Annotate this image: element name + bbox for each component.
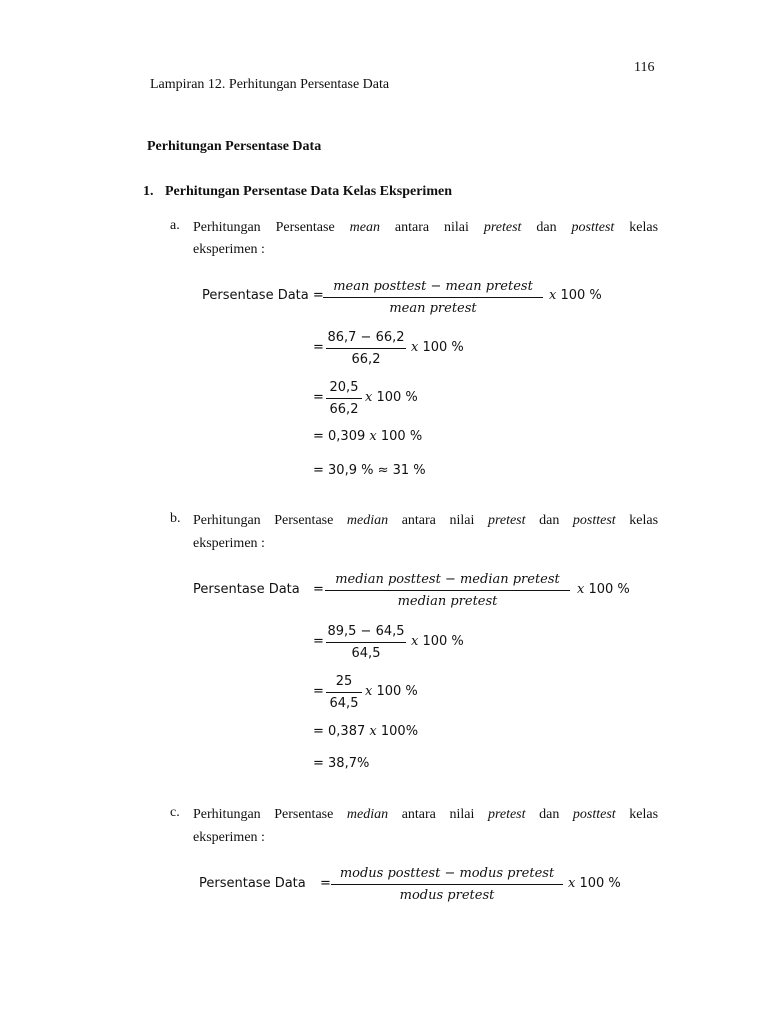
step-fraction: $\frac{86,7 - 66,2}{66,2}$ (327, 330, 405, 367)
item-continuation: eksperimen : (193, 536, 265, 551)
item-paragraph: Perhitungan Persentase mean antara nilai pretest dan posttest kelas (193, 220, 659, 235)
item-continuation: eksperimen : (193, 242, 265, 257)
formula-numerator: mean posttest − mean pretest (333, 279, 533, 294)
subsection-title: Perhitungan Persentase Data Kelas Eksperimen (165, 184, 452, 199)
formula-multiplier: x 100 % (577, 582, 630, 597)
item-marker: c. (170, 805, 180, 820)
final-result: = 30,9 % ≈ 31 % (313, 463, 426, 478)
final-result: = 38,7% (313, 756, 370, 771)
formula-fraction (323, 278, 543, 317)
step-result: = 0,309 x 100 % (313, 429, 423, 444)
page-header: Lampiran 12. Perhitungan Persentase Data (150, 77, 390, 92)
item-paragraph: Perhitungan Persentase median antara nilai pretest dan posttest kelas (193, 807, 659, 822)
equals-sign: = (313, 340, 324, 355)
page-number: 116 (634, 60, 655, 75)
equals-sign: = (313, 582, 324, 597)
equals-sign: = (313, 634, 324, 649)
step-multiplier: x 100 % (365, 684, 418, 699)
section-title: Perhitungan Persentase Data (147, 139, 322, 154)
formula-multiplier: x 100 % (549, 288, 602, 303)
formula-label: Persentase Data (193, 582, 300, 597)
formula-denominator: mean pretest (323, 297, 543, 317)
step-multiplier: x 100 % (411, 340, 464, 355)
step-result: = 0,387 x 100% (313, 724, 419, 739)
subsection-number: 1. (143, 184, 154, 199)
item-marker: a. (170, 218, 180, 233)
formula-multiplier: x 100 % (568, 876, 621, 891)
step-fraction: $\frac{89,5 - 64,5}{64,5}$ (327, 624, 405, 661)
formula-numerator: modus posttest − modus pretest (339, 866, 555, 881)
item-paragraph: Perhitungan Persentase median antara nilai pretest dan posttest kelas (193, 513, 659, 528)
formula-numerator: median posttest − median pretest (335, 572, 560, 587)
formula-denominator: median pretest (325, 590, 570, 610)
step-fraction: $\frac{20,5}{66,2}$ (326, 379, 362, 418)
item-marker: b. (170, 511, 181, 526)
equals-sign: = (320, 876, 331, 891)
formula-label: Persentase Data (199, 876, 306, 891)
equals-sign: = (313, 390, 324, 405)
step-fraction: $\frac{25}{64,5}$ (326, 673, 362, 712)
formula-label: Persentase Data = (202, 288, 324, 303)
formula-denominator: modus pretest (331, 884, 563, 904)
formula-fraction (325, 571, 570, 610)
formula-fraction (331, 865, 563, 904)
item-continuation: eksperimen : (193, 830, 265, 845)
step-multiplier: x 100 % (411, 634, 464, 649)
equals-sign: = (313, 684, 324, 699)
step-multiplier: x 100 % (365, 390, 418, 405)
